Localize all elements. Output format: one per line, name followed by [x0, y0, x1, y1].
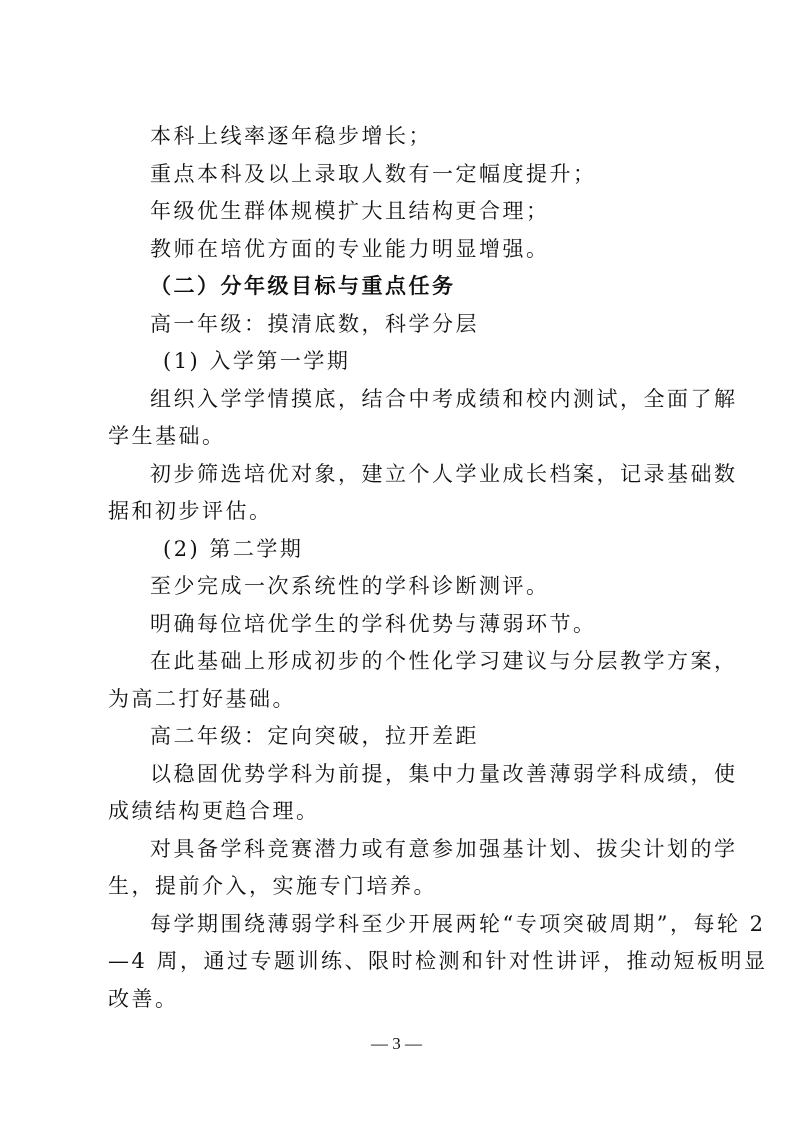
paragraph-competition-cont: 生，提前介入，实施专门培养。: [108, 874, 437, 898]
subheading-first-semester: (1) 入学第一学期: [163, 349, 351, 373]
paragraph-top-students: 年级优生群体规模扩大且结构更合理；: [150, 199, 550, 223]
paragraph-weak-subjects: 以稳固优势学科为前提，集中力量改善薄弱学科成绩，使: [150, 761, 738, 786]
paragraph-breakthrough-cycle: 每学期围绕薄弱学科至少开展两轮“专项突破周期”，每轮 2: [150, 911, 766, 936]
paragraph-competition: 对具备学科竞赛潜力或有意参加强基计划、拔尖计划的学: [150, 836, 738, 861]
paragraph-initial-screening-cont: 据和初步评估。: [108, 499, 273, 523]
paragraph-key-admission: 重点本科及以上录取人数有一定幅度提升；: [150, 161, 597, 186]
page-number: — 3 —: [371, 1034, 422, 1053]
paragraph-weak-subjects-cont: 成绩结构更趋合理。: [108, 799, 320, 823]
paragraph-entrance-survey-cont: 学生基础。: [108, 424, 226, 448]
paragraph-diagnostic-test: 至少完成一次系统性的学科诊断测评。: [150, 574, 550, 598]
paragraph-teacher-ability: 教师在培优方面的专业能力明显增强。: [150, 236, 550, 261]
paragraph-breakthrough-cycle-cont: —4 周，通过专题训练、限时检测和针对性讲评，推动短板明显: [108, 949, 768, 973]
paragraph-personalized-plan: 在此基础上形成初步的个性化学习建议与分层教学方案，: [150, 649, 738, 673]
paragraph-entrance-survey: 组织入学学情摸底，结合中考成绩和校内测试，全面了解: [150, 386, 738, 411]
paragraph-undergrad-rate: 本科上线率逐年稳步增长；: [150, 124, 432, 148]
paragraph-breakthrough-cycle-end: 改善。: [108, 986, 179, 1011]
paragraph-initial-screening: 初步筛选培优对象，建立个人学业成长档案，记录基础数: [150, 461, 738, 486]
body-text: [108, 118, 768, 1018]
section-heading-grade-goals: （二）分年级目标与重点任务: [150, 274, 456, 298]
grade-two-heading: 高二年级：定向突破，拉开差距: [150, 724, 479, 748]
subheading-second-semester: (2) 第二学期: [163, 536, 304, 561]
paragraph-personalized-plan-cont: 为高二打好基础。: [108, 686, 296, 711]
grade-one-heading: 高一年级：摸清底数，科学分层: [150, 311, 479, 336]
paragraph-strengths-weaknesses: 明确每位培优学生的学科优势与薄弱环节。: [150, 611, 597, 636]
